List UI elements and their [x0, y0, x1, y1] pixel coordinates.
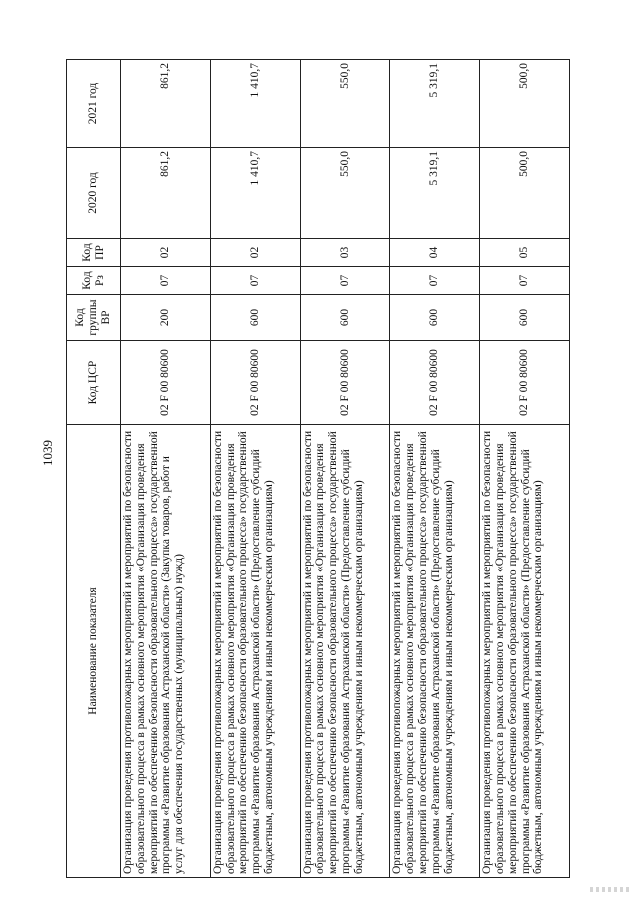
row-rz: 07 — [480, 267, 570, 295]
table-header-row — [67, 60, 121, 878]
row-2020: 500,0 — [480, 148, 570, 239]
header-csr: Код ЦСР — [67, 341, 121, 425]
scan-artifact — [590, 887, 632, 892]
table-row — [210, 60, 300, 878]
row-2021: 1 410,7 — [210, 60, 300, 148]
row-rz: 07 — [210, 267, 300, 295]
row-rz: 07 — [121, 267, 211, 295]
row-pr: 02 — [210, 239, 300, 267]
row-pr: 02 — [121, 239, 211, 267]
budget-table — [66, 59, 570, 878]
row-2020: 861,2 — [121, 148, 211, 239]
rotated-table-container — [66, 60, 570, 878]
header-pr: Код ПР — [67, 239, 121, 267]
table-row — [390, 60, 480, 878]
table-row — [300, 60, 390, 878]
table-row — [121, 60, 211, 878]
header-2021: 2021 год — [67, 60, 121, 148]
row-vr: 600 — [480, 295, 570, 341]
row-csr: 02 F 00 80600 — [300, 341, 390, 425]
header-name: Наименование показателя — [67, 425, 121, 878]
table-row — [480, 60, 570, 878]
row-name: Организация проведения противопожарных мероприятий и мероприятий по безопасности образовательного процесса в рамках основного мероприятия «Организация проведения мероприятий по обеспечению безопасности образовательного процесса» государственной программы «Развитие образования Астраханской области» (Предоставление субсидий бюджетным, автономным учреждениям и иным некоммерческим организациям) — [300, 425, 390, 878]
row-name: Организация проведения противопожарных мероприятий и мероприятий по безопасности образовательного процесса в рамках основного мероприятия «Организация проведения мероприятий по обеспечению безопасности образовательного процесса» государственной программы «Развитие образования Астраханской области» (Предоставление субсидий бюджетным, автономным учреждениям и иным некоммерческим организациям) — [390, 425, 480, 878]
row-csr: 02 F 00 80600 — [210, 341, 300, 425]
row-pr: 04 — [390, 239, 480, 267]
header-vr: Код группы ВР — [67, 295, 121, 341]
row-rz: 07 — [300, 267, 390, 295]
row-2020: 1 410,7 — [210, 148, 300, 239]
page-number: 1039 — [40, 440, 55, 466]
row-vr: 200 — [121, 295, 211, 341]
header-rz: Код Рз — [67, 267, 121, 295]
row-csr: 02 F 00 80600 — [121, 341, 211, 425]
row-name: Организация проведения противопожарных мероприятий и мероприятий по безопасности образовательного процесса в рамках основного мероприятия «Организация проведения мероприятий по обеспечению безопасности образовательного процесса» государственной программы «Развитие образования Астраханской области» (Закупка товаров, работ и услуг для обеспечения государственных (муниципальных) нужд) — [121, 425, 211, 878]
row-2021: 550,0 — [300, 60, 390, 148]
row-csr: 02 F 00 80600 — [480, 341, 570, 425]
row-2021: 500,0 — [480, 60, 570, 148]
row-pr: 03 — [300, 239, 390, 267]
row-2021: 5 319,1 — [390, 60, 480, 148]
row-pr: 05 — [480, 239, 570, 267]
row-2021: 861,2 — [121, 60, 211, 148]
row-2020: 5 319,1 — [390, 148, 480, 239]
row-rz: 07 — [390, 267, 480, 295]
row-name: Организация проведения противопожарных мероприятий и мероприятий по безопасности образовательного процесса в рамках основного мероприятия «Организация проведения мероприятий по обеспечению безопасности образовательного процесса» государственной программы «Развитие образования Астраханской области» (Предоставление субсидий бюджетным, автономным учреждениям и иным некоммерческим организациям) — [210, 425, 300, 878]
row-csr: 02 F 00 80600 — [390, 341, 480, 425]
row-vr: 600 — [210, 295, 300, 341]
row-2020: 550,0 — [300, 148, 390, 239]
row-name: Организация проведения противопожарных мероприятий и мероприятий по безопасности образовательного процесса в рамках основного мероприятия «Организация проведения мероприятий по обеспечению безопасности образовательного процесса» государственной программы «Развитие образования Астраханской области» (Предоставление субсидий бюджетным, автономным учреждениям и иным некоммерческим организациям) — [480, 425, 570, 878]
header-2020: 2020 год — [67, 148, 121, 239]
row-vr: 600 — [300, 295, 390, 341]
row-vr: 600 — [390, 295, 480, 341]
